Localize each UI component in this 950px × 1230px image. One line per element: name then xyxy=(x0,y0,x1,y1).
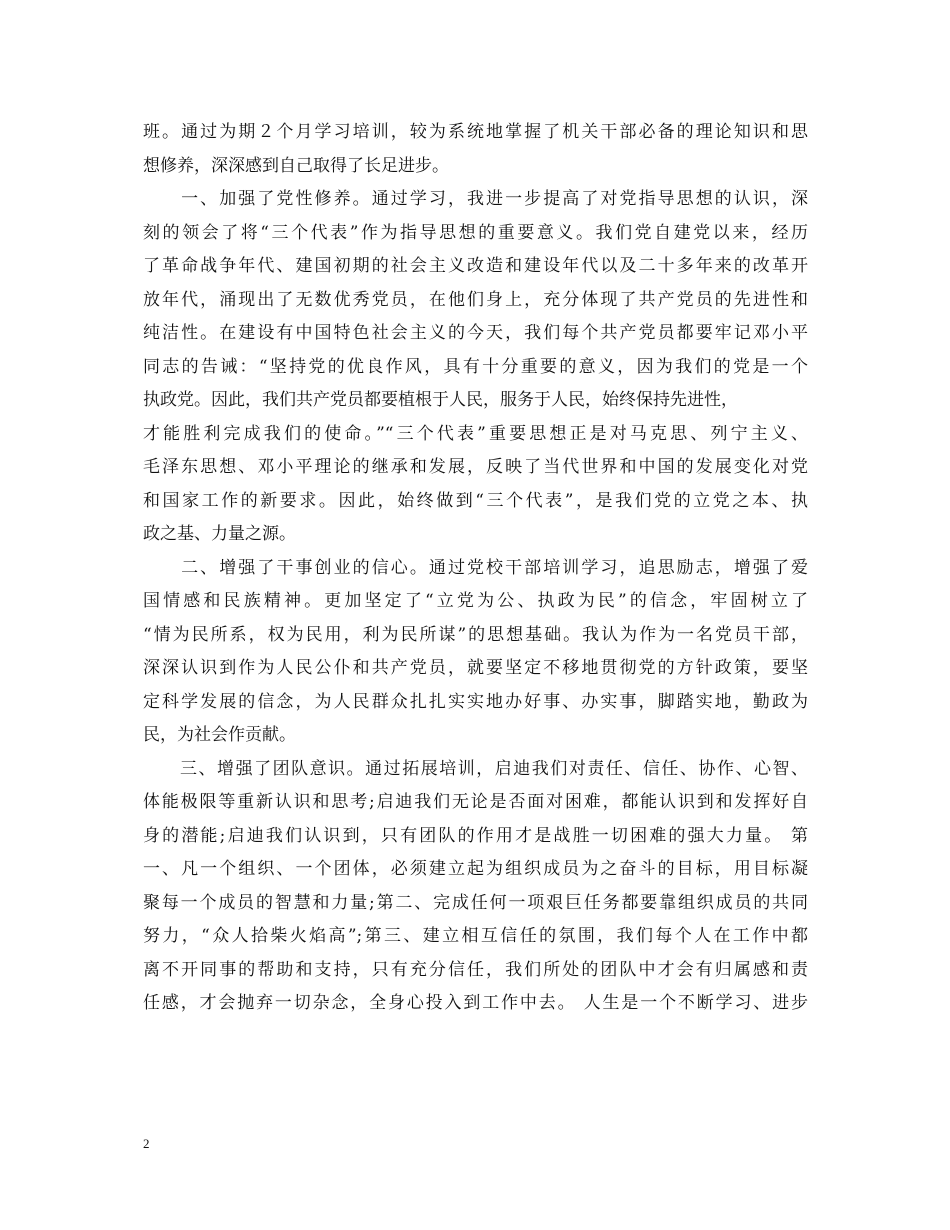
page-number: 2 xyxy=(143,1136,150,1151)
text-line: 同志的告诫：“坚持党的优良作风，具有十分重要的意义，因为我们的党是一个 xyxy=(143,356,808,377)
text-line: 三、增强了团队意识。通过拓展培训，启迪我们对责任、信任、协作、心智、 xyxy=(143,758,808,779)
text-line: 和国家工作的新要求。因此，始终做到“三个代表”，是我们党的立党之本、执 xyxy=(143,490,808,511)
text-line: 一、加强了党性修养。通过学习，我进一步提高了对党指导思想的认识，深 xyxy=(143,189,808,209)
text-line: 身的潜能;启迪我们认识到，只有团队的作用才是战胜一切困难的强大力量。 第 xyxy=(143,825,808,846)
text-line: 才能胜利完成我们的使命。”“三个代表”重要思想正是对马克思、列宁主义、 xyxy=(143,423,808,444)
text-line: “情为民所系，权为民用，利为民所谋”的思想基础。我认为作为一名党员干部， xyxy=(143,624,808,645)
text-line: 民，为社会作贡献。 xyxy=(143,725,296,745)
text-line: 努力，“众人拾柴火焰高”;第三、建立相互信任的氛围，我们每个人在工作中都 xyxy=(143,926,808,946)
text-line: 放年代，涌现出了无数优秀党员，在他们身上，充分体现了共产党员的先进性和 xyxy=(143,289,808,310)
text-line: 国情感和民族精神。更加坚定了“立党为公、执政为民”的信念，牢固树立了 xyxy=(143,591,808,611)
text-line: 一、凡一个组织、一个团体，必须建立起为组织成员为之奋斗的目标，用目标凝 xyxy=(143,859,808,879)
text-line: 纯洁性。在建设有中国特色社会主义的今天，我们每个共产党员都要牢记邓小平 xyxy=(143,323,808,343)
text-line: 想修养，深深感到自己取得了长足进步。 xyxy=(143,155,449,176)
text-line: 政之基、力量之源。 xyxy=(143,524,296,544)
text-line: 聚每一个成员的智慧和力量;第二、完成任何一项艰巨任务都要靠组织成员的共同 xyxy=(143,892,808,913)
text-line: 毛泽东思想、邓小平理论的继承和发展，反映了当代世界和中国的发展变化对党 xyxy=(143,457,808,477)
text-line: 深深认识到作为人民公仆和共产党员，就要坚定不移地贯彻党的方针政策，要坚 xyxy=(143,658,808,678)
text-line: 了革命战争年代、建国初期的社会主义改造和建设年代以及二十多年来的改革开 xyxy=(143,256,808,276)
text-line: 体能极限等重新认识和思考;启迪我们无论是否面对困难，都能认识到和发挥好自 xyxy=(143,792,808,812)
body-text xyxy=(143,116,808,1021)
text-line: 定科学发展的信念，为人民群众扎扎实实地办好事、办实事，脚踏实地，勤政为 xyxy=(143,691,808,712)
text-line: 执政党。因此，我们共产党员都要植根于人民，服务于人民，始终保持先进性， xyxy=(143,390,738,410)
text-line: 刻的领会了将“三个代表”作为指导思想的重要意义。我们党自建党以来，经历 xyxy=(143,222,808,243)
text-line: 二、增强了干事创业的信心。通过党校干部培训学习，追思励志，增强了爱 xyxy=(143,557,808,578)
text-line: 离不开同事的帮助和支持，只有充分信任，我们所处的团队中才会有归属感和责 xyxy=(143,959,808,980)
text-line: 班。通过为期２个月学习培训，较为系统地掌握了机关干部必备的理论知识和思 xyxy=(143,122,808,142)
text-line: 任感，才会抛弃一切杂念，全身心投入到工作中去。 人生是一个不断学习、进步 xyxy=(143,993,808,1013)
